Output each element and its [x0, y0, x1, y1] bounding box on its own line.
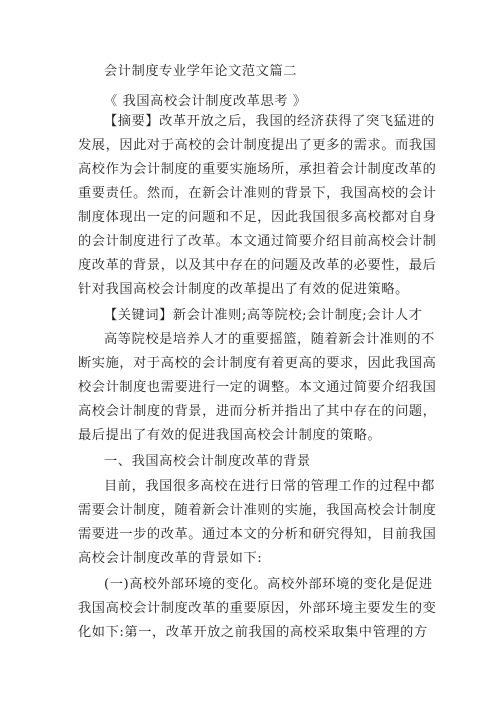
intro-line: 最后提出了有效的促进我国高校会计制度的策略。 — [78, 428, 382, 443]
intro-line: 高校会计制度的背景，进而分析并指出了其中存在的问题， — [78, 404, 437, 419]
subsection-line: 化如下:第一，改革开放之前我国的高校采取集中管理的方 — [78, 625, 428, 640]
section-paragraph-line: 高校会计制度改革的背景如下: — [78, 551, 263, 566]
subsection-line: (一)高校外部环境的变化。高校外部环境的变化是促进 — [104, 577, 433, 592]
section-paragraph-line: 需要会计制度，随着新会计准则的实施，我国高校会计制度 — [78, 503, 437, 518]
abstract-line: 度改革的背景，以及其中存在的问题及改革的必要性，最后 — [78, 258, 437, 273]
section-paragraph-line: 目前，我国很多高校在进行日常的管理工作的过程中都 — [104, 479, 435, 494]
abstract-line: 重要责任。然而，在新会计准则的背景下，我国高校的会计 — [78, 186, 437, 201]
intro-line: 高等院校是培养人才的重要摇篮，随着新会计准则的不 — [104, 332, 435, 347]
section-paragraph-line: 需要进一步的改革。通过本文的分析和研究得知，目前我国 — [78, 527, 437, 542]
keywords: 【关键词】新会计准则;高等院校;会计制度;会计人才 — [104, 308, 423, 323]
subsection-line: 我国高校会计制度改革的重要原因，外部环境主要发生的变 — [78, 601, 437, 616]
intro-line: 校会计制度也需要进行一定的调整。本文通过简要介绍我国 — [78, 380, 437, 395]
abstract-line: 发展，因此对于高校的会计制度提出了更多的需求。而我国 — [78, 138, 437, 153]
doc-heading: 会计制度专业学年论文范文篇二 — [104, 64, 298, 79]
section-title: 一、我国高校会计制度改革的背景 — [104, 454, 311, 469]
abstract-line: 高校作为会计制度的重要实施场所，承担着会计制度改革的 — [78, 162, 437, 177]
abstract-line: 【摘要】改革开放之后，我国的经济获得了突飞猛进的 — [104, 114, 435, 129]
abstract-line: 制度体现出一定的问题和不足，因此我国很多高校都对自身 — [78, 210, 437, 225]
abstract-line: 的会计制度进行了改革。本文通过简要介绍目前高校会计制 — [78, 234, 437, 249]
doc-title: 《 我国高校会计制度改革思考 》 — [104, 94, 307, 109]
intro-line: 断实施，对于高校的会计制度有着更高的要求，因此我国高 — [78, 356, 437, 371]
abstract-line: 针对我国高校会计制度的改革提出了有效的促进策略。 — [78, 282, 409, 297]
